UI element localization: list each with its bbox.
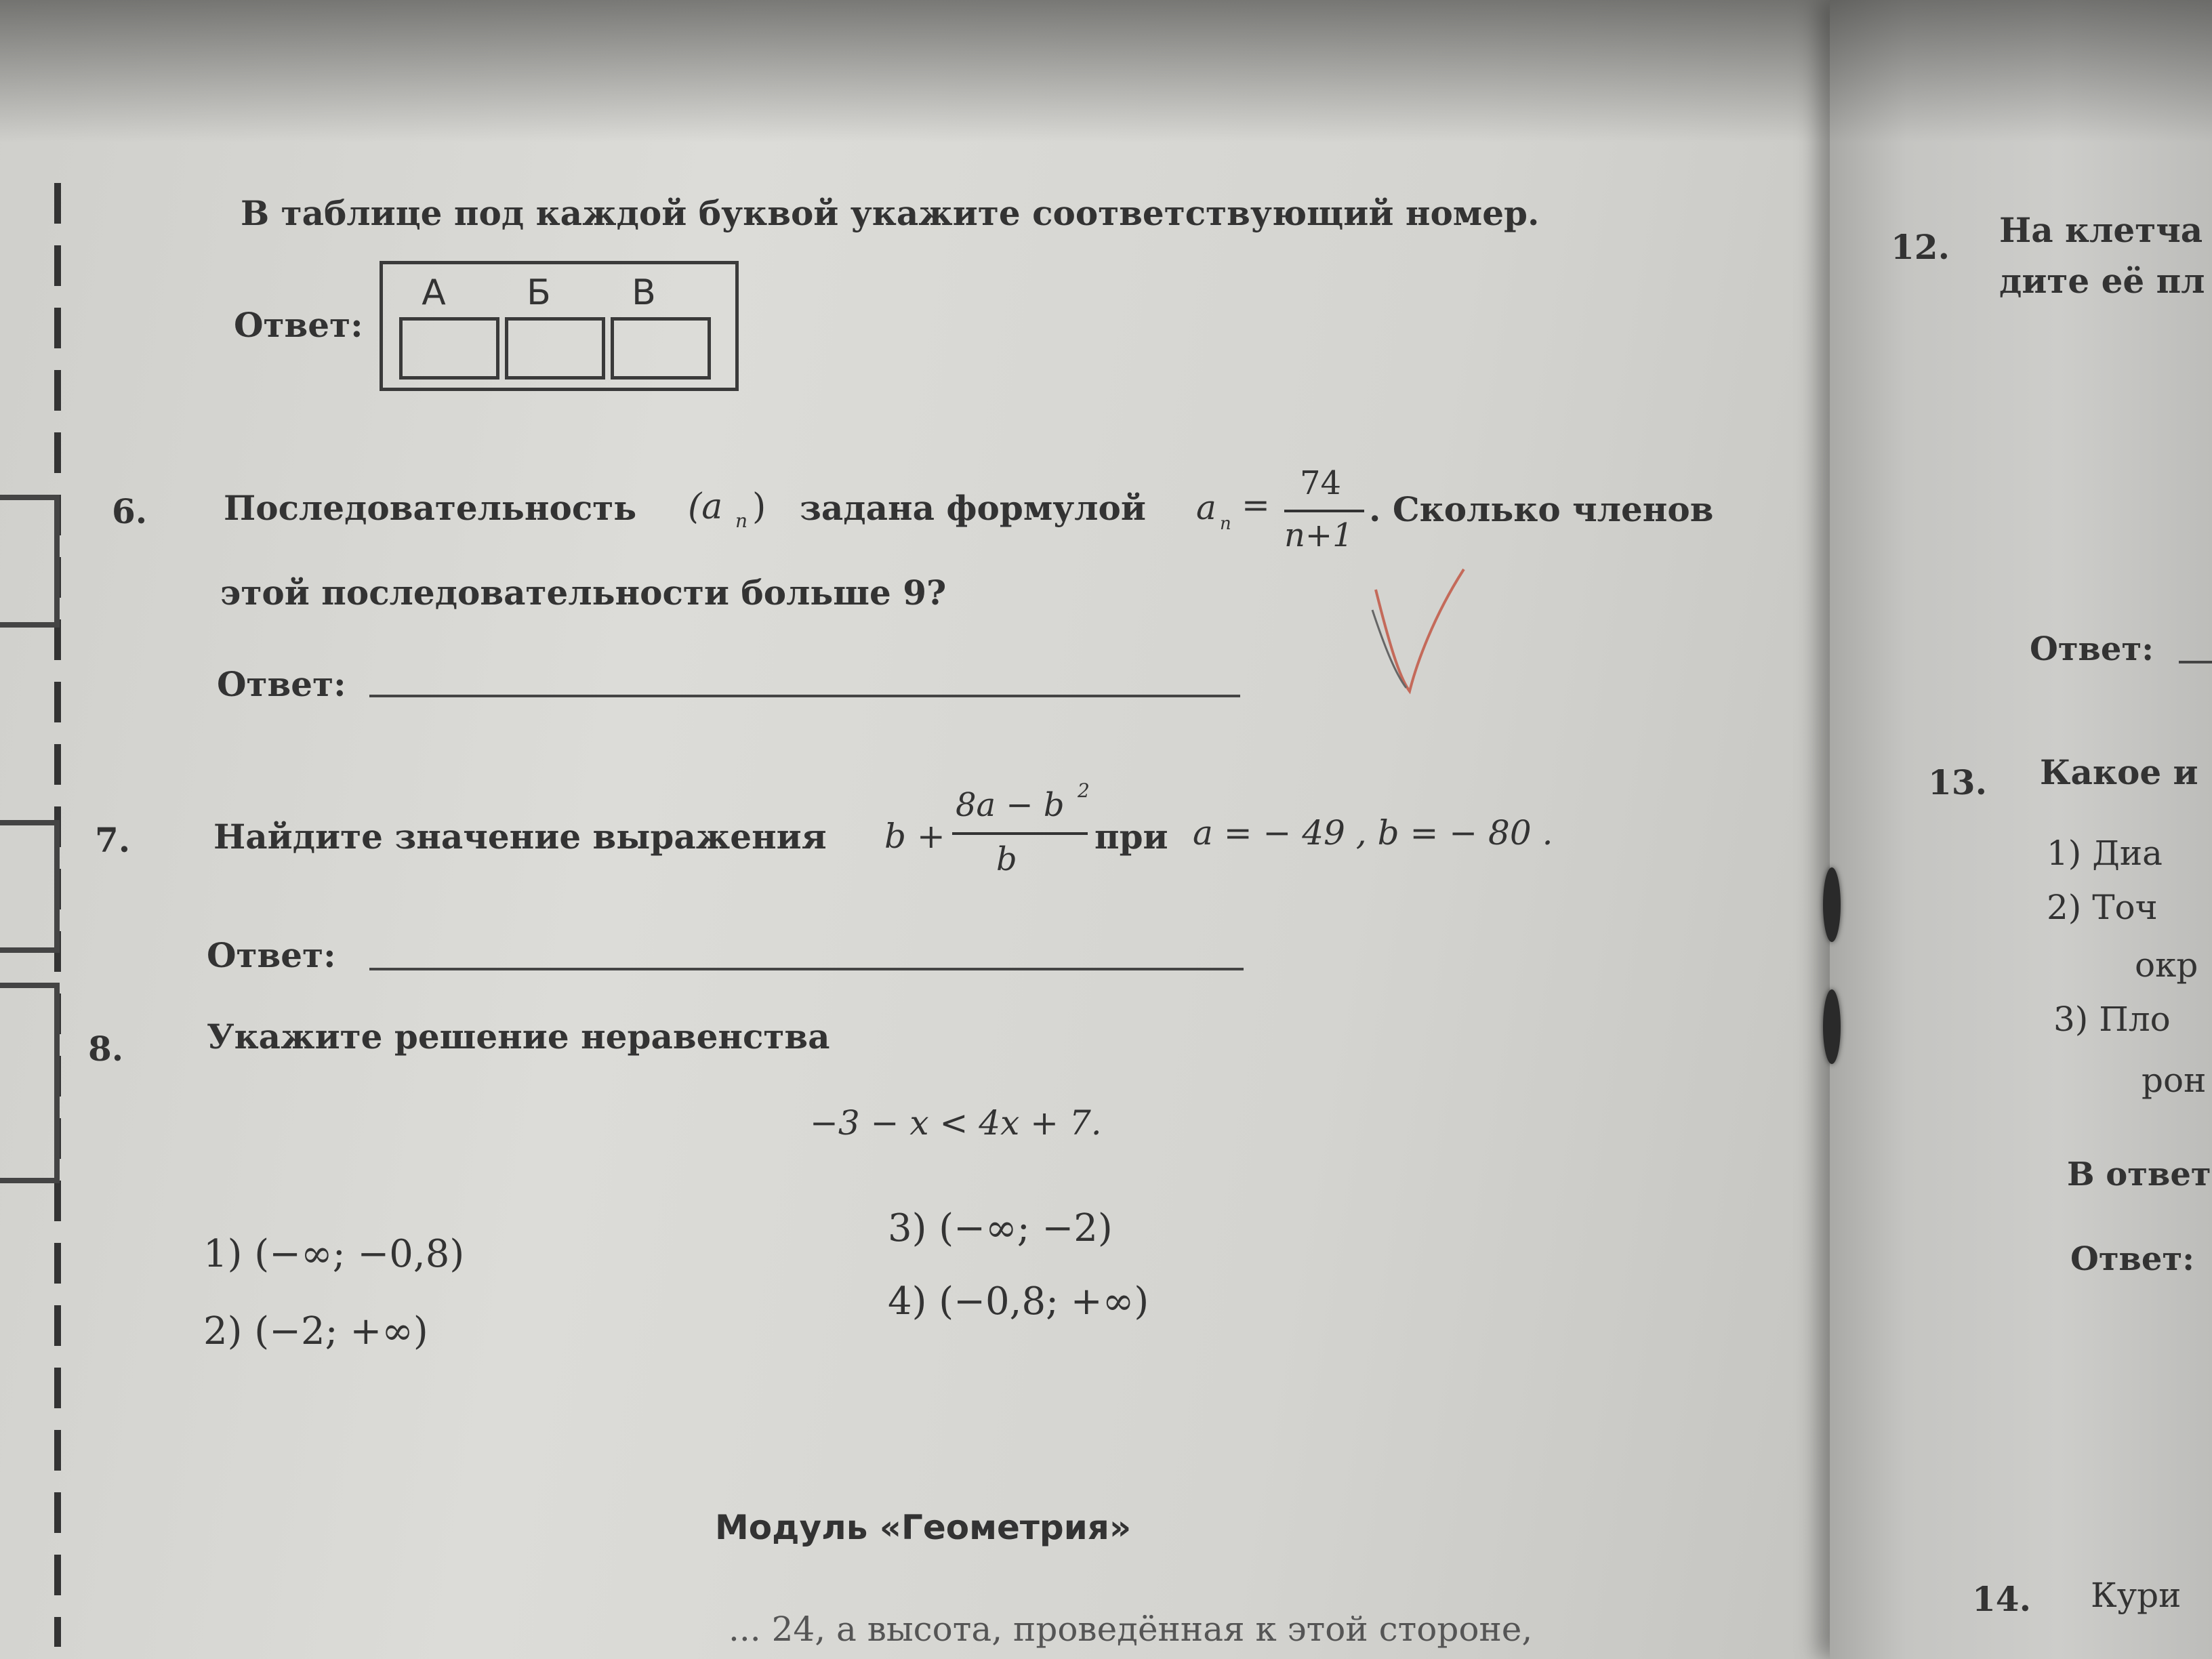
margin-box	[0, 983, 60, 1183]
q6-number: 6.	[112, 491, 148, 531]
right-answer-label-1: Ответ:	[2030, 630, 2154, 668]
bottom-partial-line: ... 24, а высота, проведённая к этой стороне,	[729, 1610, 1533, 1649]
q6-answer-label: Ответ:	[217, 664, 346, 704]
q6-frac-bar	[1284, 510, 1364, 512]
q7-frac-num: 8a − b	[956, 786, 1065, 824]
header-v: В	[632, 272, 656, 313]
answer-table	[380, 261, 739, 391]
q7-answer-label: Ответ:	[207, 935, 336, 975]
q12-line1: На клетча	[1999, 210, 2203, 250]
q6-eq: =	[1242, 485, 1270, 525]
module-title: Модуль «Геометрия»	[715, 1508, 1132, 1547]
q13-in-answer: В ответ	[2067, 1155, 2211, 1193]
binder-ring	[1823, 867, 1841, 942]
q13-option-3-cont: рон	[2142, 1061, 2207, 1100]
q6-frac-den: n+1	[1284, 516, 1353, 554]
q13-text: Какое и	[2040, 752, 2198, 792]
pencil-mark	[1369, 562, 1477, 698]
header-b: Б	[527, 272, 551, 313]
answer-cell-a[interactable]	[399, 317, 499, 380]
right-answer-label-2: Ответ:	[2070, 1240, 2194, 1278]
q6-seq-close: )	[752, 487, 766, 527]
binder-ring	[1823, 989, 1841, 1064]
q14-text: Кури	[2091, 1576, 2182, 1615]
q7-text-a: Найдите значение выражения	[213, 817, 827, 857]
q7-answer-line[interactable]	[369, 968, 1244, 970]
q7-frac-bar	[952, 832, 1088, 835]
q12-line2: дите её пл	[1999, 261, 2205, 301]
q8-option-4[interactable]: 4) (−0,8; +∞)	[888, 1279, 1149, 1324]
margin-box	[0, 820, 60, 953]
q6-text-b: задана формулой	[800, 488, 1146, 528]
q13-option-2: 2) Точ	[2047, 888, 2158, 927]
q7-frac-den: b	[996, 840, 1017, 878]
q6-an-sub: n	[1220, 514, 1231, 534]
q7-frac-sup: 2	[1078, 779, 1090, 802]
q8-inequality: −3 − x < 4x + 7.	[810, 1103, 1102, 1143]
q8-text: Укажите решение неравенства	[207, 1017, 830, 1057]
q6-text-a: Последовательность	[224, 488, 637, 528]
q6-frac-num: 74	[1300, 464, 1342, 502]
answer-cell-v[interactable]	[611, 317, 711, 380]
q7-text-b: при	[1094, 817, 1168, 857]
q6-text-c: . Сколько членов	[1369, 489, 1714, 529]
q13-number: 13.	[1928, 762, 1987, 802]
q8-option-2[interactable]: 2) (−2; +∞)	[203, 1309, 428, 1353]
header-a: А	[422, 272, 446, 313]
q7-b-plus: b +	[884, 817, 945, 856]
right-answer-line-1[interactable]	[2179, 661, 2212, 663]
q12-number: 12.	[1891, 227, 1950, 267]
q6-answer-line[interactable]	[369, 695, 1240, 697]
answer-label: Ответ:	[234, 305, 363, 345]
q7-number: 7.	[95, 820, 131, 860]
q8-option-1[interactable]: 1) (−∞; −0,8)	[203, 1232, 465, 1276]
q13-option-2-cont: окр	[2135, 945, 2198, 985]
margin-box	[0, 495, 60, 628]
intro-line: В таблице под каждой буквой укажите соответствующий номер.	[241, 193, 1540, 233]
q6-line2: этой последовательности больше 9?	[220, 573, 947, 613]
q13-option-1: 1) Диа	[2047, 834, 2163, 873]
q8-option-3[interactable]: 3) (−∞; −2)	[888, 1206, 1113, 1250]
q7-condition: a = − 49 , b = − 80 .	[1193, 813, 1553, 853]
q14-number: 14.	[1972, 1579, 2031, 1619]
q13-option-3: 3) Пло	[2053, 1000, 2171, 1039]
top-shadow	[0, 0, 2212, 142]
q6-seq: (a	[688, 487, 723, 527]
answer-cell-b[interactable]	[505, 317, 605, 380]
q6-an: a	[1196, 488, 1216, 527]
q8-number: 8.	[88, 1029, 124, 1069]
q6-seq-sub: n	[735, 510, 748, 532]
